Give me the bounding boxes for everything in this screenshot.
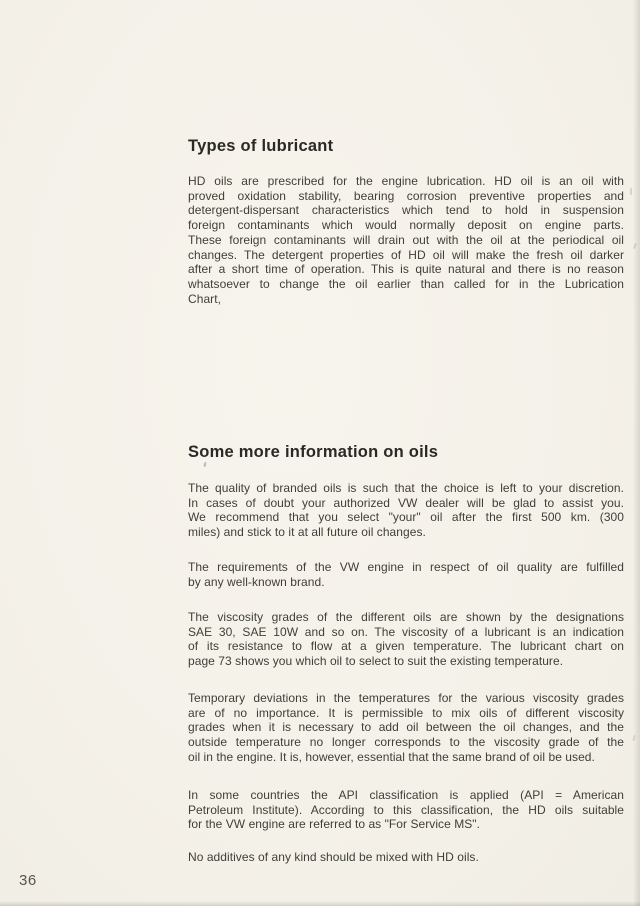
scan-speck (630, 188, 632, 195)
page-edge-shadow-right (633, 0, 640, 906)
section-heading-types-of-lubricant: Types of lubricant (188, 137, 334, 155)
page-number: 36 (19, 872, 37, 889)
page-edge-shadow-bottom (0, 901, 640, 906)
paragraph-no-additives: No additives of any kind should be mixed with HD oils. (188, 850, 479, 864)
paragraph-viscosity-grades: The viscosity grades of the different oils are shown by the designations SAE 30, SAE 10W and so on. The viscosity of a lubricant is an indication of its resistance to flow at a given temperature. The lubricant chart on page 73 shows you which oil to select to suit the existing temperature. (188, 610, 624, 669)
paragraph-api-classification: In some countries the API classification is applied (API = American Petroleum Institute). According to this classification, the HD oils suitable for the VW engine are referred to as "For Service MS". (188, 788, 624, 832)
paragraph-requirements-vw-engine: The requirements of the VW engine in respect of oil quality are fulfilled by any well-known brand. (188, 560, 624, 589)
scan-speck (203, 462, 206, 467)
paragraph-quality-of-branded-oils: The quality of branded oils is such that the choice is left to your discretion. In cases of doubt your authorized VW dealer will be glad to assist you. We recommend that you select "your" oil after the first 500 km. (300 miles) and stick to it at all future oil changes. (188, 481, 624, 540)
paragraph-hd-oils: HD oils are prescribed for the engine lubrication. HD oil is an oil with proved oxidation stability, bearing corrosion preventive properties and detergent-dispersant characteristics which tend to hold in suspension foreign contaminants which would normally deposit on engine parts. These foreign contaminants will drain out with the oil at the periodical oil changes. The detergent properties of HD oil will make the fresh oil darker after a short time of operation. This is quite natural and there is no reason whatsoever to change the oil earlier than called for in the Lubrication Chart, (188, 174, 624, 306)
paragraph-temporary-deviations: Temporary deviations in the temperatures for the various viscosity grades are of no importance. It is permissible to mix oils of different viscosity grades when it is necessary to add oil between the oil changes, and the outside temperature no longer corresponds to the viscosity grade of the oil in the engine. It is, however, essential that the same brand of oil be used. (188, 691, 624, 764)
section-heading-some-more-information-on-oils: Some more information on oils (188, 443, 439, 461)
